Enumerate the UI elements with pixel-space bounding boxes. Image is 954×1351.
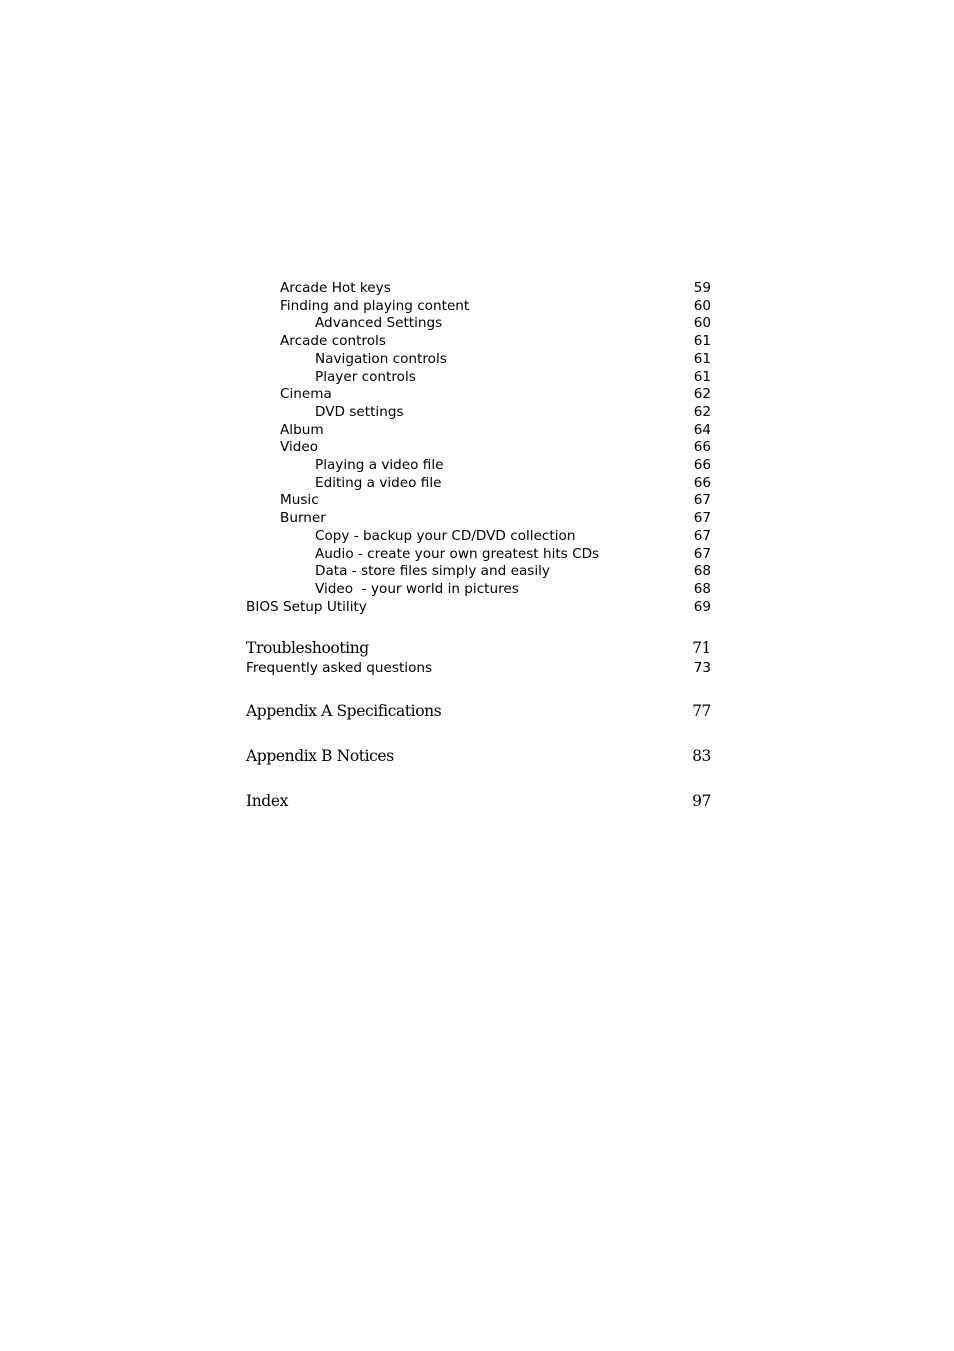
toc-entry-label: Finding and playing content	[280, 297, 470, 314]
toc-chapter	[246, 746, 711, 766]
toc-entry-page: 73	[693, 660, 711, 676]
toc-entry	[246, 298, 711, 316]
toc-entry-label: Advanced Settings	[315, 315, 443, 332]
toc-entry	[246, 475, 711, 493]
toc-entry-page: 61	[693, 333, 711, 350]
toc-chapter-label: Troubleshooting	[246, 639, 369, 657]
toc-entry	[246, 492, 711, 510]
toc-entry-label: Copy - backup your CD/DVD collection	[315, 527, 576, 544]
toc-entry-page: 60	[693, 315, 711, 332]
toc-chapter-page: 77	[692, 702, 711, 720]
toc-chapter-page: 71	[692, 639, 711, 657]
toc-entry	[246, 439, 711, 457]
toc-entry-label: Frequently asked questions	[246, 660, 433, 676]
toc-entry	[246, 404, 711, 422]
toc-entry-page: 67	[693, 510, 711, 527]
toc-entry-page: 69	[693, 598, 711, 615]
toc-entry-page: 66	[693, 439, 711, 456]
toc-chapter-page: 97	[692, 792, 711, 810]
toc-chapter-label: Index	[246, 792, 288, 810]
toc-entry-label: Burner	[280, 510, 326, 527]
toc-entry-label: Navigation controls	[315, 350, 447, 367]
toc-chapter	[246, 638, 711, 658]
toc-entry-page: 62	[693, 386, 711, 403]
toc-entry-page: 67	[693, 545, 711, 562]
toc-entry	[246, 351, 711, 369]
toc-entry-page: 67	[693, 527, 711, 544]
toc-entry	[246, 528, 711, 546]
toc-entry	[246, 280, 711, 298]
toc-entry-label: Video	[280, 439, 319, 456]
toc-entry-label: Cinema	[280, 386, 332, 403]
toc-entry-page: 61	[693, 350, 711, 367]
toc-entry	[246, 510, 711, 528]
toc-entry-label: Data - store files simply and easily	[315, 563, 550, 580]
toc-entry-label: DVD settings	[315, 403, 404, 420]
toc-entry-label: Arcade controls	[280, 333, 386, 350]
toc-entry	[246, 660, 711, 678]
toc-chapter-label: Appendix B Notices	[246, 747, 394, 765]
toc-entry	[246, 386, 711, 404]
toc-entry-page: 64	[693, 421, 711, 438]
toc-entry	[246, 315, 711, 333]
toc-chapter	[246, 791, 711, 811]
toc-entry	[246, 333, 711, 351]
toc-entry-label: Playing a video file	[315, 457, 444, 473]
toc-entry-page: 68	[693, 580, 711, 597]
toc-entry-page: 61	[693, 368, 711, 385]
toc-entry-page: 59	[693, 280, 711, 296]
toc-entry-page: 66	[693, 474, 711, 491]
toc-chapter-label: Appendix A Specifications	[246, 702, 442, 720]
toc-entry	[246, 599, 711, 617]
toc-entry-label: Music	[280, 492, 319, 509]
toc-entry-label: Video - your world in pictures	[315, 580, 519, 597]
toc-entry-page: 67	[693, 492, 711, 509]
toc-entry-page: 62	[693, 403, 711, 420]
toc-chapter	[246, 701, 711, 721]
toc-entry	[246, 546, 711, 564]
toc-entry	[246, 457, 711, 475]
toc-entry-label: BIOS Setup Utility	[246, 598, 367, 615]
toc-entry-label: Audio - create your own greatest hits CDs	[315, 545, 600, 562]
toc-entry-label: Player controls	[315, 368, 416, 385]
toc-entry	[246, 422, 711, 440]
toc-entry	[246, 581, 711, 599]
toc-entry-page: 60	[693, 297, 711, 314]
toc-entry	[246, 563, 711, 581]
toc-entry-page: 68	[693, 563, 711, 580]
toc-entry	[246, 369, 711, 387]
toc-entry-label: Editing a video file	[315, 474, 442, 491]
toc-entry-label: Album	[280, 421, 324, 438]
toc-entry-label: Arcade Hot keys	[280, 280, 391, 296]
toc-entry-page: 66	[693, 457, 711, 473]
toc-chapter-page: 83	[692, 747, 711, 765]
